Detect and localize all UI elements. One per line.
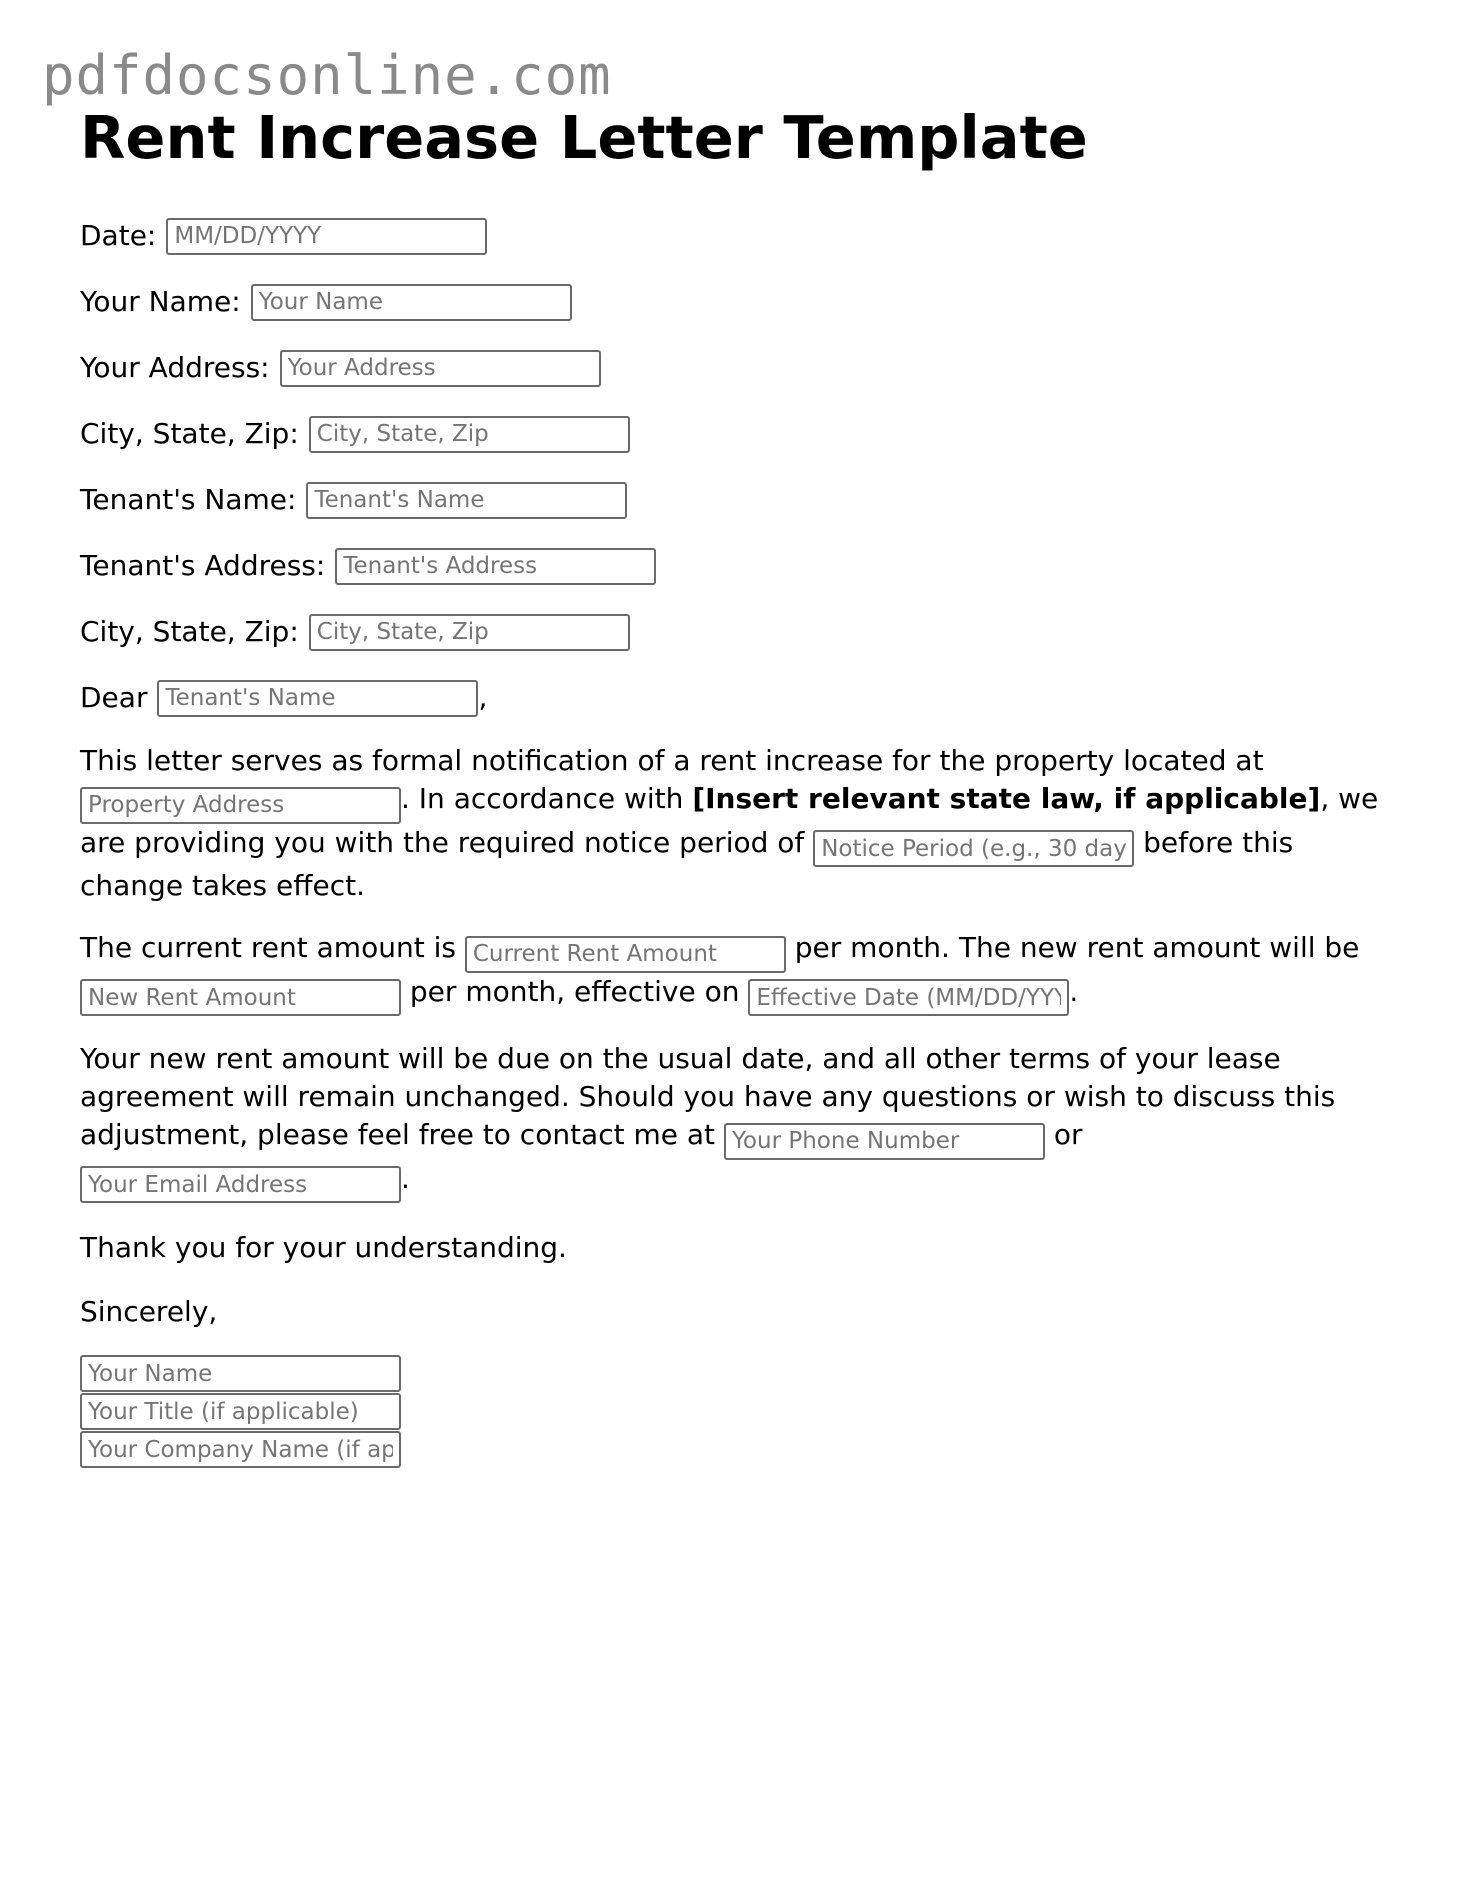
paragraph1-text2: . In accordance with <box>401 782 693 815</box>
signature-company-input[interactable] <box>80 1431 401 1468</box>
property-address-input[interactable] <box>80 787 401 824</box>
closing-text: Sincerely, <box>80 1295 218 1328</box>
paragraph1-text3: , we are providing you with the required notice period of <box>80 782 1379 859</box>
tenant-name-label: Tenant's Name: <box>80 483 297 516</box>
thanks-text: Thank you for your understanding. <box>80 1231 567 1264</box>
tenant-address-input[interactable] <box>335 548 656 585</box>
your-address-row <box>80 350 1380 386</box>
date-row <box>80 218 1380 254</box>
your-name-row <box>80 284 1380 320</box>
your-address-label: Your Address: <box>80 351 270 384</box>
tenant-city-row <box>80 614 1380 650</box>
paragraph3-text2: or <box>1053 1118 1083 1151</box>
paragraph1-text1: This letter serves as formal notification of a rent increase for the property located at <box>80 744 1264 777</box>
notification-paragraph <box>80 742 1380 905</box>
notice-period-input[interactable] <box>813 830 1134 867</box>
tenant-name-input[interactable] <box>306 482 627 519</box>
paragraph1-text4: before this change takes effect. <box>80 825 1294 902</box>
email-address-input[interactable] <box>80 1166 401 1203</box>
paragraph3-text3: . <box>401 1161 410 1195</box>
paragraph3-text1: Your new rent amount will be due on the usual date, and all other terms of your lease agreement will remain unchanged. Should you have any questions or wish to discuss this adjustment, please feel free to contact me at <box>80 1042 1336 1151</box>
paragraph2-text1: The current rent amount is <box>80 931 456 964</box>
state-law-text: [Insert relevant state law, if applicable] <box>692 782 1321 815</box>
page-title: Rent Increase Letter Template <box>80 103 1088 172</box>
your-name-input[interactable] <box>251 284 572 321</box>
date-input[interactable] <box>166 218 487 255</box>
tenant-city-label: City, State, Zip: <box>80 615 299 648</box>
current-rent-input[interactable] <box>465 936 786 973</box>
effective-date-input[interactable] <box>748 979 1069 1016</box>
paragraph2-text2: per month. The new rent amount will be <box>794 931 1360 964</box>
your-name-label: Your Name: <box>80 285 241 318</box>
date-label: Date: <box>80 219 157 252</box>
paragraph2-text4: . <box>1069 974 1079 1008</box>
salutation-row <box>80 680 1380 716</box>
tenant-address-row <box>80 548 1380 584</box>
tenant-address-label: Tenant's Address: <box>80 549 326 582</box>
tenant-city-input[interactable] <box>309 614 630 651</box>
signature-title-input[interactable] <box>80 1393 401 1430</box>
your-city-row <box>80 416 1380 452</box>
salutation-comma: , <box>478 681 488 714</box>
rent-amount-paragraph <box>80 929 1380 1016</box>
salutation-label: Dear <box>80 681 148 714</box>
your-city-label: City, State, Zip: <box>80 417 299 450</box>
your-address-input[interactable] <box>280 350 601 387</box>
paragraph2-text3: per month, effective on <box>409 974 740 1008</box>
your-city-input[interactable] <box>309 416 630 453</box>
signature-block <box>80 1355 1380 1468</box>
new-rent-input[interactable] <box>80 979 401 1016</box>
letter-page <box>80 104 1380 1469</box>
watermark-text: pdfdocsonline.com <box>42 44 612 107</box>
phone-number-input[interactable] <box>724 1123 1045 1160</box>
signature-name-input[interactable] <box>80 1355 401 1392</box>
salutation-tenant-name-input[interactable] <box>157 680 478 717</box>
tenant-name-row <box>80 482 1380 518</box>
contact-paragraph <box>80 1040 1380 1203</box>
